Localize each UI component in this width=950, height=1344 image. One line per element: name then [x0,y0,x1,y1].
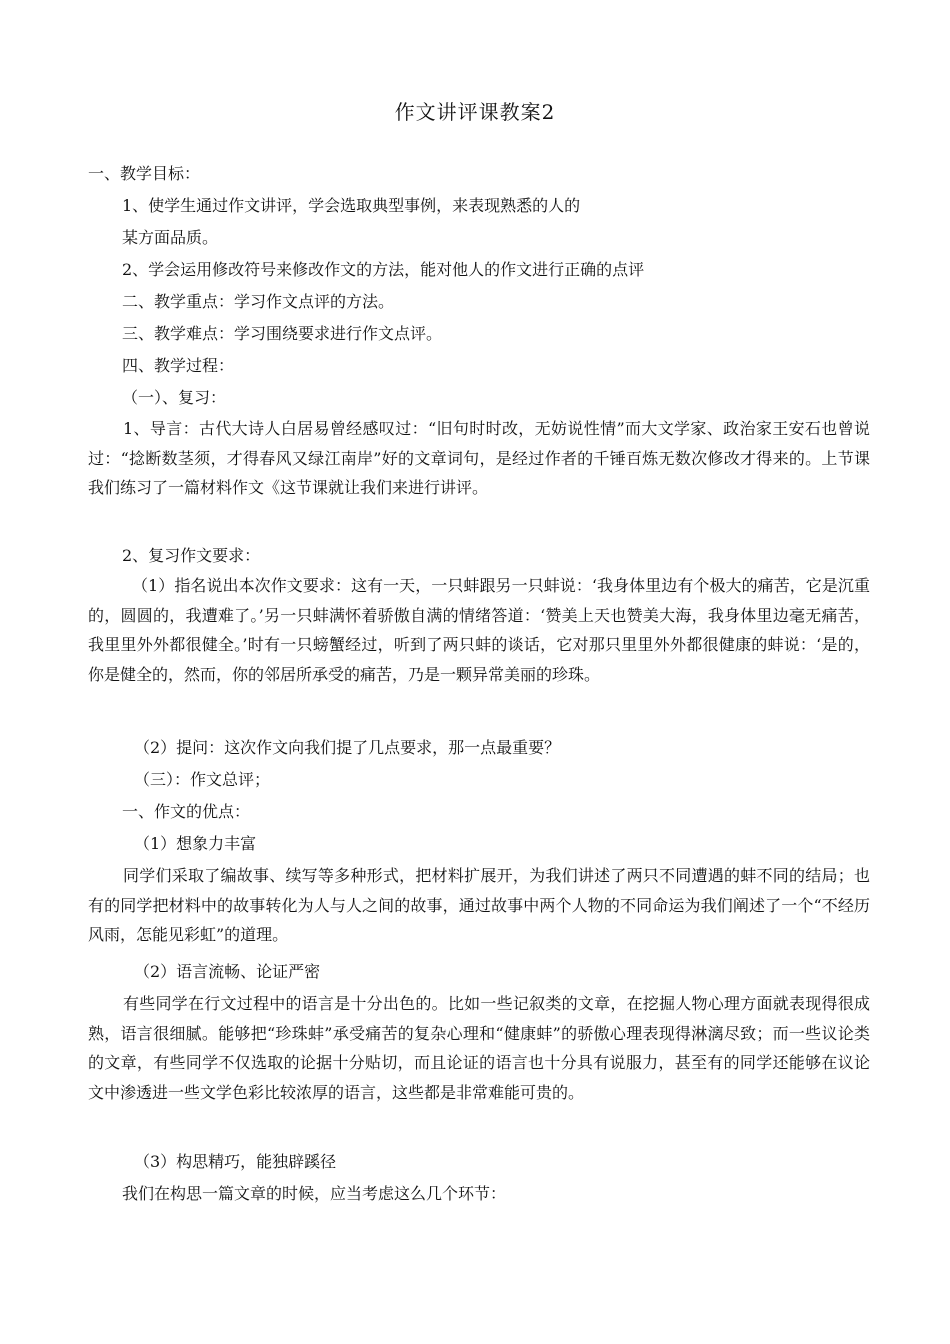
requirement-1-paragraph: （1）指名说出本次作文要求：这有一天，一只蚌跟另一只蚌说：‘我身体里边有个极大的痛苦，它是沉重的，圆圆的，我遭难了。’另一只蚌满怀着骄傲自满的情绪答道：‘赞美上天也赞美大海，我身体里边毫无痛苦，我里里外外都很健全。’时有一只螃蟹经过，听到了两只蚌的谈话，它对那只里里外外都很健康的蚌说：‘是的，你是健全的，然而，你的邻居所承受的痛苦，乃是一颗异常美丽的珍珠。 [88,576,870,684]
subsection-summary: （三）：作文总评； [134,770,271,789]
section-heading-difficulties: 三、教学难点：学习围绕要求进行作文点评。 [122,324,443,343]
advantage-2-heading: （2）语言流畅、论证严密 [134,962,321,981]
section-heading-process: 四、教学过程： [122,356,235,375]
advantage-3-heading: （3）构思精巧，能独辟蹊径 [134,1152,337,1171]
advantage-1-paragraph: 同学们采取了编故事、续写等多种形式，把材料扩展开，为我们讲述了两只不同遭遇的蚌不同的结局；也有的同学把材料中的故事转化为人与人之间的故事，通过故事中两个人物的不同命运为我们阐述了一个“不经历风雨，怎能见彩虹”的道理。 [88,866,870,944]
review-requirements-heading: 2、复习作文要求： [122,546,261,565]
goal-2: 2、学会运用修改符号来修改作文的方法，能对他人的作文进行正确的点评 [122,260,645,279]
advantages-heading: 一、作文的优点： [122,802,251,821]
advantage-1-heading: （1）想象力丰富 [134,834,257,853]
section-heading-key-points: 二、教学重点：学习作文点评的方法。 [122,292,395,311]
advantage-3-text: 我们在构思一篇文章的时候，应当考虑这么几个环节： [122,1184,507,1203]
goal-1-line-2: 某方面品质。 [122,228,219,247]
goal-1-line-1: 1、使学生通过作文讲评，学会选取典型事例，来表现熟悉的人的 [122,196,581,215]
advantage-2-paragraph: 有些同学在行文过程中的语言是十分出色的。比如一些记叙类的文章，在挖掘人物心理方面就表现得很成熟，语言很细腻。能够把“珍珠蚌”承受痛苦的复杂心理和“健康蚌”的骄傲心理表现得淋漓尽致；而一些议论类的文章，有些同学不仅选取的论据十分贴切，而且论证的语言也十分具有说服力，甚至有的同学还能够在议论文中渗透进一些文学色彩比较浓厚的语言，这些都是非常难能可贵的。 [88,994,870,1102]
section-heading-goals: 一、教学目标： [88,164,201,183]
subsection-review: （一）、复习： [122,388,227,407]
intro-paragraph: 1、导言：古代大诗人白居易曾经感叹过：“旧句时时改，无妨说性情”而大文学家、政治家王安石也曾说过：“捻断数茎须，才得春风又绿江南岸”好的文章词句，是经过作者的千锤百炼无数次修改才得来的。上节课我们练习了一篇材料作文《这节课就让我们来进行讲评。 [88,419,870,497]
document-title: 作文讲评课教案2 [394,100,556,124]
requirement-2: （2）提问：这次作文向我们提了几点要求，那一点最重要？ [134,738,561,757]
